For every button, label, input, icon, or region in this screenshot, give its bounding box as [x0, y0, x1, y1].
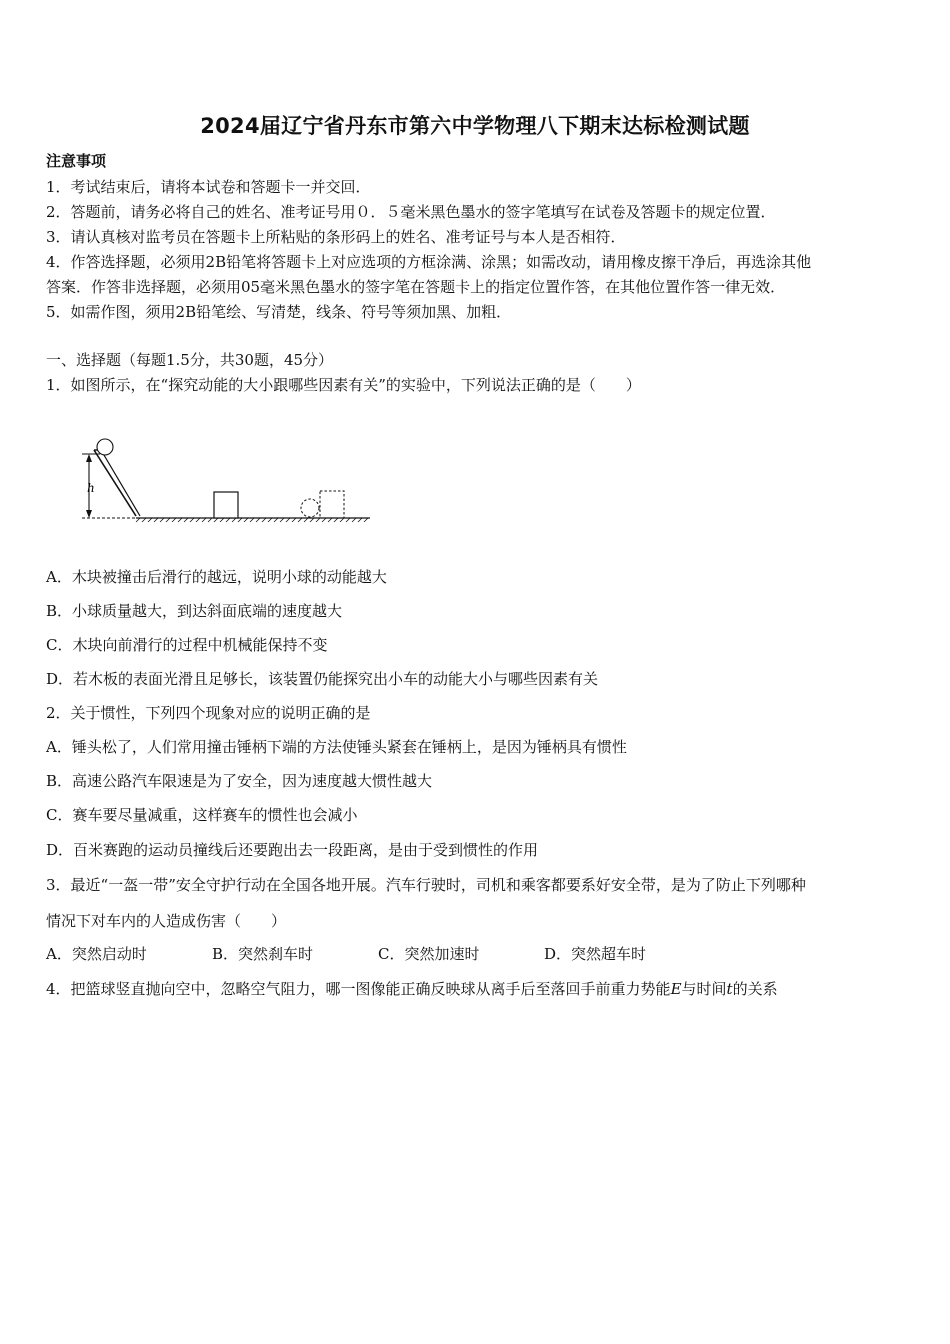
q4-tail-text: 的关系: [732, 980, 778, 998]
notice-item: 答案．作答非选择题，必须用05毫米黑色墨水的签字笔在答题卡上的指定位置作答，在其他位置作答一律无效．: [46, 278, 786, 296]
question-1-stem: 1．如图所示，在“探究动能的大小跟哪些因素有关”的实验中，下列说法正确的是（ ）: [46, 376, 641, 394]
q2-option-c: C．赛车要尽量减重，这样赛车的惯性也会减小: [46, 806, 358, 824]
question-2-stem: 2．关于惯性，下列四个现象对应的说明正确的是: [46, 704, 371, 722]
q3-option-d: D．突然超车时: [544, 945, 647, 963]
q3-option-c: C．突然加速时: [378, 945, 480, 963]
q1-option-c: C．木块向前滑行的过程中机械能保持不变: [46, 636, 328, 654]
question-4-stem: [46, 979, 778, 999]
q3-option-a: A．突然启动时: [46, 945, 147, 963]
wood-block: [214, 492, 238, 518]
q1-option-d: D．若木板的表面光滑且足够长，该装置仍能探究出小车的动能大小与哪些因素有关: [46, 670, 599, 688]
q4-var-t: t: [726, 980, 733, 998]
q2-option-b: B．高速公路汽车限速是为了安全，因为速度越大惯性越大: [46, 772, 433, 790]
page-title: 2024届辽宁省丹东市第六中学物理八下期末达标检测试题: [200, 114, 750, 138]
ball-dashed: [301, 499, 319, 517]
incline-experiment-figure: [74, 434, 378, 526]
notice-item: 1．考试结束后，请将本试卷和答题卡一并交回．: [46, 178, 371, 196]
section-heading: 一、选择题（每题1.5分，共30题，45分）: [46, 351, 334, 369]
notice-item: 2．答题前，请务必将自己的姓名、准考证号用０．５毫米黑色墨水的签字笔填写在试卷及答题卡的规定位置．: [46, 203, 776, 221]
question-3-stem-line1: 3．最近“一盔一带”安全守护行动在全国各地开展。汽车行驶时，司机和乘客都要系好安全带，是为了防止下列哪种: [46, 876, 806, 894]
q2-option-a: A．锤头松了，人们常用撞击锤柄下端的方法使锤头紧套在锤柄上，是因为锤柄具有惯性: [46, 738, 627, 756]
incline-slope: [94, 450, 136, 516]
height-label: h: [87, 481, 95, 495]
q4-var-e: E: [670, 980, 682, 998]
ball: [97, 439, 113, 455]
q2-option-d: D．百米赛跑的运动员撞线后还要跑出去一段距离，是由于受到惯性的作用: [46, 841, 539, 859]
q3-option-b: B．突然刹车时: [212, 945, 314, 963]
q4-mid-text: 与时间: [681, 980, 727, 998]
arrow-up: [86, 454, 92, 462]
notice-item: 5．如需作图，须用2B铅笔绘、写清楚，线条、符号等须加黑、加粗．: [46, 303, 512, 321]
q3-options-row: [46, 944, 646, 964]
wood-block-dashed: [320, 491, 344, 518]
notice-item: 4．作答选择题，必须用2B铅笔将答题卡上对应选项的方框涂满、涂黑；如需改动，请用橡皮擦干净后，再选涂其他: [46, 253, 812, 271]
q1-option-a: A．木块被撞击后滑行的越远，说明小球的动能越大: [46, 568, 387, 586]
q4-stem-text: 4．把篮球竖直抛向空中，忽略空气阻力，哪一图像能正确反映球从离手后至落回手前重力势能: [46, 980, 671, 998]
incline-slope-inner: [101, 450, 140, 516]
arrow-down: [86, 510, 92, 518]
notice-heading: 注意事项: [46, 152, 107, 170]
notice-item: 3．请认真核对监考员在答题卡上所粘贴的条形码上的姓名、准考证号与本人是否相符．: [46, 228, 626, 246]
question-3-stem-line2: 情况下对车内的人造成伤害（ ）: [46, 912, 287, 930]
q1-option-b: B．小球质量越大，到达斜面底端的速度越大: [46, 602, 343, 620]
